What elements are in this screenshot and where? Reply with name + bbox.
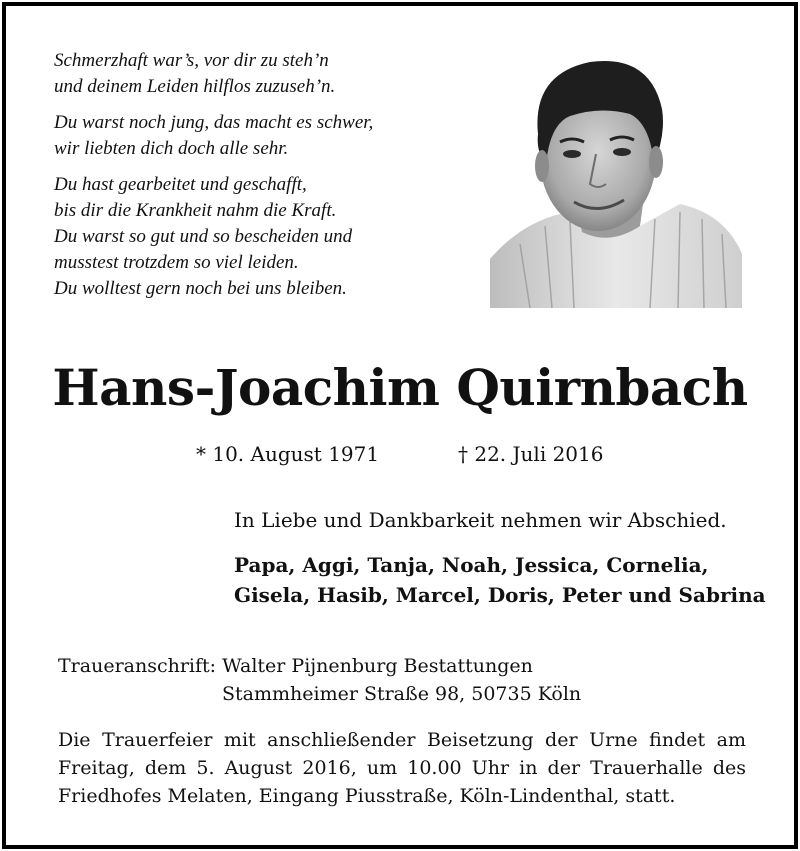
address-row xyxy=(58,680,581,708)
mourners-line: Gisela, Hasib, Marcel, Doris, Peter und Sabrina xyxy=(234,583,766,607)
poem-stanza xyxy=(54,48,474,100)
poem-line: Du hast gearbeitet und geschafft, xyxy=(54,174,307,195)
poem-line: wir liebten dich doch alle sehr. xyxy=(54,138,289,159)
mourners-list xyxy=(234,550,766,610)
portrait-photo xyxy=(490,54,742,308)
birth-date: * 10. August 1971 xyxy=(196,442,380,466)
address-line: Walter Pijnenburg Bestattungen xyxy=(222,655,533,677)
mourning-address xyxy=(58,652,581,708)
poem-stanza xyxy=(54,172,474,302)
poem-stanza xyxy=(54,110,474,162)
farewell-text: In Liebe und Dankbarkeit nehmen wir Abschied. xyxy=(234,508,727,532)
deceased-name: Hans-Joachim Quirnbach xyxy=(52,358,748,417)
poem-line: und deinem Leiden hilflos zuzuseh’n. xyxy=(54,76,336,97)
address-row xyxy=(58,652,581,680)
obituary-notice xyxy=(2,2,798,849)
address-line: Stammheimer Straße 98, 50735 Köln xyxy=(222,683,582,705)
poem-line: Du wolltest gern noch bei uns bleiben. xyxy=(54,278,347,299)
mourners-line: Papa, Aggi, Tanja, Noah, Jessica, Cornelia, xyxy=(234,553,709,577)
address-label: Traueranschrift: xyxy=(58,655,217,677)
death-date: † 22. Juli 2016 xyxy=(458,442,604,466)
poem-line: Du warst noch jung, das macht es schwer, xyxy=(54,112,374,133)
poem-line: Du warst so gut und so bescheiden und xyxy=(54,226,353,247)
poem-line: Schmerzhaft war’s, vor dir zu steh’n xyxy=(54,50,329,71)
poem-line: bis dir die Krankheit nahm die Kraft. xyxy=(54,200,337,221)
poem xyxy=(54,48,474,312)
poem-line: musstest trotzdem so viel leiden. xyxy=(54,252,299,273)
ceremony-info: Die Trauerfeier mit anschließender Beisetzung der Urne findet am Freitag, dem 5. August 2016, um 10.00 Uhr in der Trauerhalle des Friedhofes Melaten, Eingang Piusstraße, Köln-Lindenthal, statt. xyxy=(58,729,746,807)
